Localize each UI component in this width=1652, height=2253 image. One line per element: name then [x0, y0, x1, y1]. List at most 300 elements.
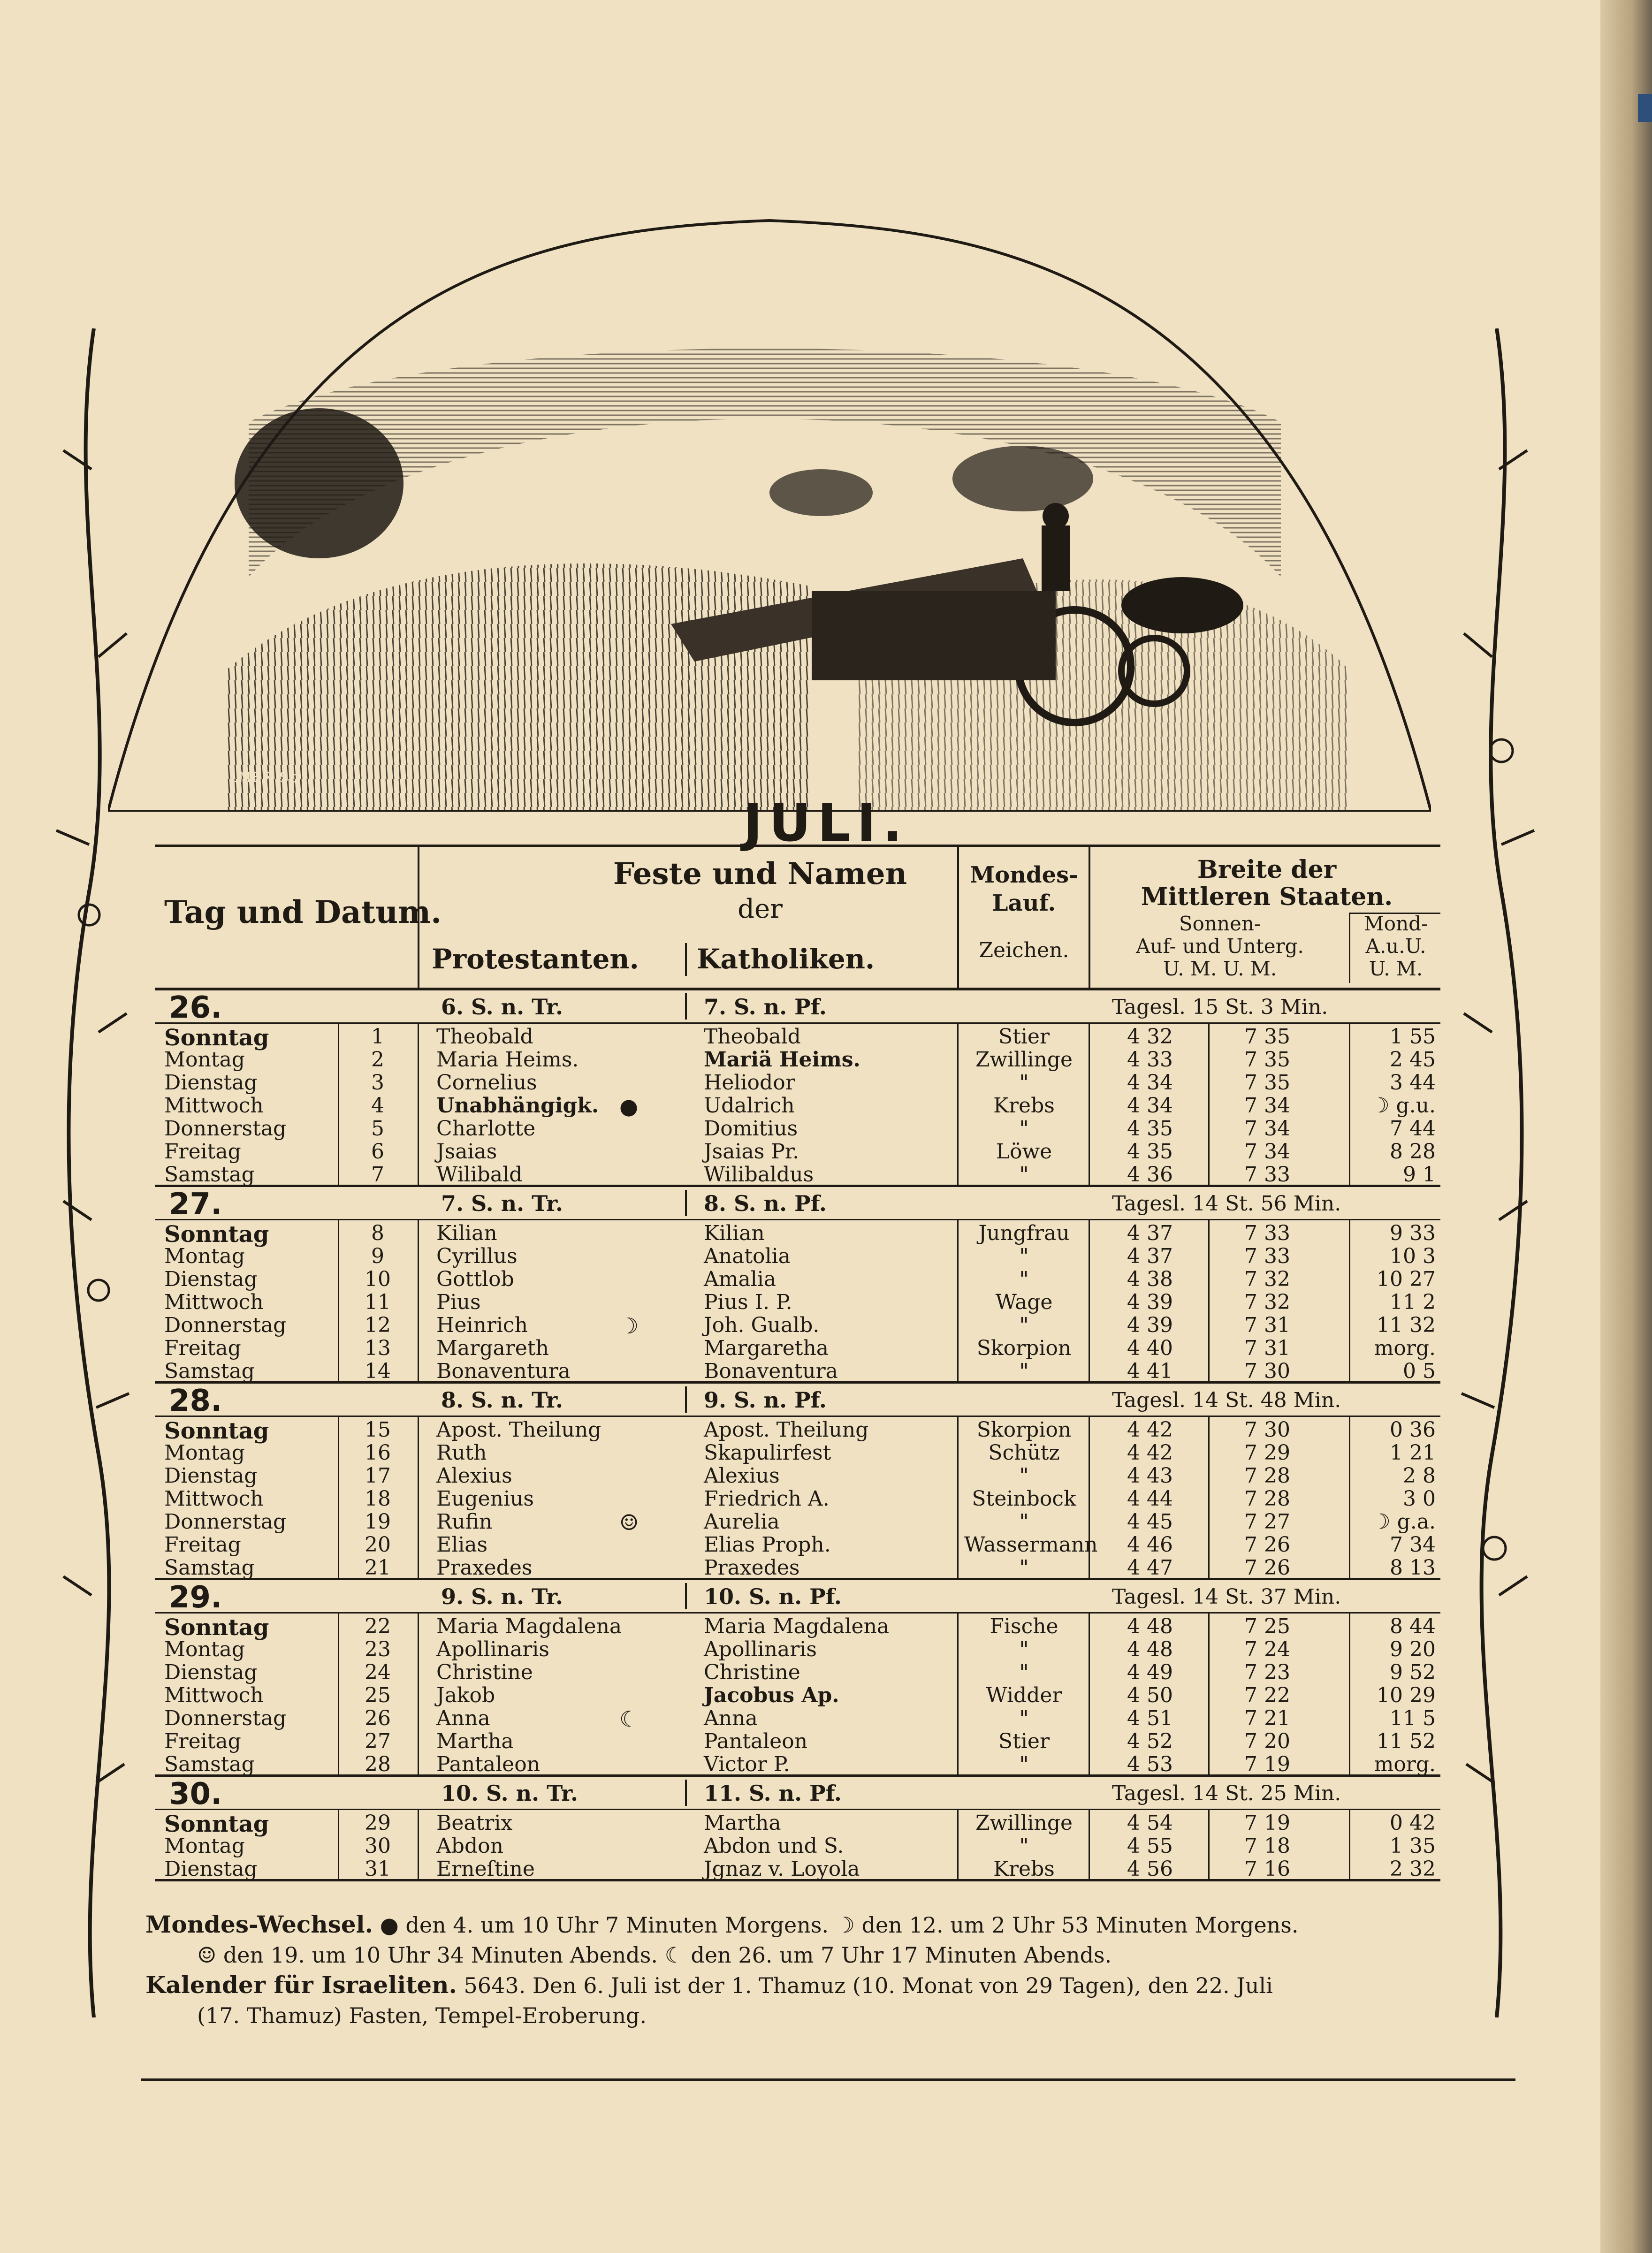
month-title: JULI.: [743, 793, 909, 853]
sunset-time: 7 31: [1244, 1313, 1290, 1337]
moon-phase-icon: ☾: [619, 1706, 639, 1732]
protestant-name: Heinrich: [436, 1313, 528, 1337]
sunset-time: 7 16: [1244, 1857, 1290, 1881]
zodiac-sign: ": [1019, 1834, 1029, 1858]
protestant-name: Gottlob: [436, 1267, 514, 1291]
sunrise-time: 4 54: [1127, 1811, 1173, 1835]
catholic-name: Domitius: [704, 1117, 798, 1141]
header-tag-und-datum: Tag und Datum.: [164, 894, 442, 930]
moon-time: 1 55: [1390, 1025, 1436, 1049]
moon-time: 10 3: [1390, 1244, 1436, 1268]
catholic-name: Anatolia: [704, 1244, 791, 1268]
catholic-name: Anna: [704, 1706, 758, 1730]
sunrise-time: 4 42: [1127, 1441, 1173, 1465]
protestant-name: Cornelius: [436, 1071, 537, 1095]
catholic-name: Skapulirfest: [704, 1441, 831, 1465]
zodiac-sign: Steinbock: [972, 1487, 1076, 1511]
weekday: Dienstag: [164, 1660, 258, 1684]
catholic-name: Apollinaris: [704, 1637, 817, 1661]
zodiac-sign: Zwillinge: [975, 1811, 1073, 1835]
catholic-name: Pius I. P.: [704, 1290, 792, 1314]
table-row: [155, 1070, 1440, 1093]
weekday: Donnerstag: [164, 1510, 287, 1534]
sunrise-time: 4 40: [1127, 1336, 1173, 1360]
protestant-name: Praxedes: [436, 1556, 533, 1580]
protestant-name: Apost. Theilung: [436, 1418, 601, 1442]
sunset-time: 7 21: [1244, 1706, 1290, 1730]
table-row: [155, 1266, 1440, 1289]
moon-time: 10 27: [1377, 1267, 1436, 1291]
sunrise-time: 4 33: [1127, 1048, 1173, 1072]
header-mond-line1: Mond-: [1363, 912, 1428, 935]
weekday: Dienstag: [164, 1857, 258, 1881]
moon-time: 11 52: [1377, 1729, 1436, 1753]
catholic-name: Jacobus Ap.: [704, 1683, 839, 1707]
sunset-time: 7 22: [1244, 1683, 1290, 1707]
week-header-divider: [685, 1386, 687, 1413]
week-header-divider: [685, 1780, 687, 1806]
weekday: Donnerstag: [164, 1117, 287, 1141]
week-day-length: Tagesl. 14 St. 48 Min.: [1112, 1388, 1341, 1412]
sunrise-time: 4 39: [1127, 1313, 1173, 1337]
date-number: 25: [365, 1683, 391, 1707]
sunset-time: 7 33: [1244, 1221, 1290, 1245]
moon-time: 9 52: [1390, 1660, 1436, 1684]
sunrise-time: 4 38: [1127, 1267, 1173, 1291]
moon-time: 7 44: [1390, 1117, 1436, 1141]
catholic-name: Udalrich: [704, 1094, 795, 1118]
zodiac-sign: ": [1019, 1071, 1029, 1095]
week-rows: [155, 1417, 1440, 1578]
zodiac-sign: ": [1019, 1244, 1029, 1268]
table-row: [155, 1220, 1440, 1248]
catholic-name: Heliodor: [704, 1071, 795, 1095]
sunrise-time: 4 35: [1127, 1140, 1173, 1164]
zodiac-sign: Fische: [990, 1614, 1058, 1638]
weekday: Freitag: [164, 1336, 241, 1360]
week-number: 27.: [169, 1187, 222, 1222]
table-row: [155, 1856, 1440, 1879]
moon-time: 8 44: [1390, 1614, 1436, 1638]
week-kath-sunday: 7. S. n. Pf.: [704, 994, 827, 1020]
week-prot-sunday: 8. S. n. Tr.: [441, 1387, 563, 1413]
table-row: [155, 1751, 1440, 1774]
sunrise-time: 4 39: [1127, 1290, 1173, 1314]
catholic-name: Apost. Theilung: [704, 1418, 869, 1442]
week-header: [155, 1777, 1440, 1810]
date-number: 29: [365, 1811, 391, 1835]
moon-time: 0 42: [1390, 1811, 1436, 1835]
date-number: 14: [365, 1359, 391, 1383]
engraver-signature: JNO N. FILMER Sc: [155, 769, 299, 786]
blue-page-marker: [1638, 94, 1652, 122]
table-row: [155, 1614, 1440, 1641]
week-block: [155, 990, 1440, 1187]
zodiac-sign: Jungfrau: [978, 1221, 1070, 1245]
weekday: Dienstag: [164, 1071, 258, 1095]
catholic-name: Alexius: [704, 1464, 780, 1488]
table-row: [155, 1833, 1440, 1856]
table-row: [155, 1417, 1440, 1444]
sunrise-time: 4 53: [1127, 1752, 1173, 1776]
sunset-time: 7 29: [1244, 1441, 1290, 1465]
week-kath-sunday: 11. S. n. Pf.: [704, 1781, 842, 1806]
weekday: Donnerstag: [164, 1706, 287, 1730]
sunrise-time: 4 48: [1127, 1637, 1173, 1661]
sunrise-time: 4 55: [1127, 1834, 1173, 1858]
header-mond: [1351, 913, 1440, 980]
week-block: [155, 1580, 1440, 1777]
sunrise-time: 4 42: [1127, 1418, 1173, 1442]
zodiac-sign: ": [1019, 1706, 1029, 1730]
protestant-name: Erneſtine: [436, 1857, 535, 1881]
sunset-time: 7 34: [1244, 1117, 1290, 1141]
sunrise-time: 4 45: [1127, 1510, 1173, 1534]
table-row: [155, 1093, 1440, 1119]
header-mondes-lauf: [964, 861, 1084, 917]
moon-time: 0 36: [1390, 1418, 1436, 1442]
table-row: [155, 1810, 1440, 1837]
protestant-name: Maria Magdalena: [436, 1614, 622, 1638]
catholic-name: Friedrich A.: [704, 1487, 830, 1511]
table-row: [155, 1659, 1440, 1682]
header-mondes-lauf-line1: Mondes-: [969, 862, 1079, 888]
table-row: [155, 1486, 1440, 1509]
moon-time: 3 44: [1390, 1071, 1436, 1095]
moon-time: 7 34: [1390, 1533, 1436, 1557]
table-row: [155, 1116, 1440, 1139]
sunset-time: 7 27: [1244, 1510, 1290, 1534]
weekday: Mittwoch: [164, 1487, 264, 1511]
catholic-name: Abdon und S.: [704, 1834, 844, 1858]
table-row: [155, 1682, 1440, 1705]
zodiac-sign: Krebs: [993, 1094, 1055, 1118]
date-number: 27: [365, 1729, 391, 1753]
sunset-time: 7 23: [1244, 1660, 1290, 1684]
moon-time: 8 13: [1390, 1556, 1436, 1580]
weekday: Sonntag: [164, 1418, 269, 1444]
sunrise-time: 4 51: [1127, 1706, 1173, 1730]
moon-time: morg.: [1374, 1336, 1436, 1360]
israeliten-line1: 5643. Den 6. Juli ist der 1. Thamuz (10. Monat von 29 Tagen), den 22. Juli: [464, 1973, 1273, 1998]
protestant-name: Beatrix: [436, 1811, 513, 1835]
zodiac-sign: ": [1019, 1752, 1029, 1776]
sunset-time: 7 35: [1244, 1025, 1290, 1049]
table-row: [155, 1463, 1440, 1486]
week-rows: [155, 1220, 1440, 1381]
week-kath-sunday: 10. S. n. Pf.: [704, 1584, 842, 1609]
week-day-length: Tagesl. 15 St. 3 Min.: [1112, 995, 1328, 1019]
table-row: [155, 1555, 1440, 1578]
protestant-name: Eugenius: [436, 1487, 534, 1511]
header-protestanten: Protestanten.: [432, 943, 639, 975]
catholic-name: Kilian: [704, 1221, 765, 1245]
sunset-time: 7 24: [1244, 1637, 1290, 1661]
week-prot-sunday: 7. S. n. Tr.: [441, 1191, 563, 1216]
catholic-name: Aurelia: [704, 1510, 780, 1534]
catholic-name: Elias Proph.: [704, 1533, 831, 1557]
weekday: Dienstag: [164, 1464, 258, 1488]
week-number: 29.: [169, 1580, 222, 1615]
protestant-name: Cyrillus: [436, 1244, 518, 1268]
week-rows: [155, 1810, 1440, 1879]
footer-notes: [145, 1910, 1459, 2031]
zodiac-sign: Wassermann: [964, 1533, 1098, 1557]
header-zeichen: Zeichen.: [979, 938, 1069, 962]
sunrise-time: 4 43: [1127, 1464, 1173, 1488]
weekday: Montag: [164, 1637, 245, 1661]
sunset-time: 7 33: [1244, 1244, 1290, 1268]
protestant-name: Theobald: [436, 1025, 533, 1049]
header-feste-und-namen: Feste und Namen: [613, 856, 907, 891]
week-block: [155, 1384, 1440, 1580]
catholic-name: Amalia: [704, 1267, 777, 1291]
weekday: Montag: [164, 1834, 245, 1858]
date-number: 4: [371, 1094, 384, 1118]
week-block: [155, 1187, 1440, 1384]
week-number: 28.: [169, 1384, 222, 1418]
catholic-name: Joh. Gualb.: [704, 1313, 820, 1337]
weekday: Montag: [164, 1244, 245, 1268]
sunset-time: 7 31: [1244, 1336, 1290, 1360]
moon-time: 11 32: [1377, 1313, 1436, 1337]
protestant-name: Maria Heims.: [436, 1048, 579, 1072]
catholic-name: Margaretha: [704, 1336, 829, 1360]
date-number: 23: [365, 1637, 391, 1661]
weekday: Montag: [164, 1441, 245, 1465]
catholic-name: Jgnaz v. Loyola: [704, 1857, 860, 1881]
header-sonnen-line2: Auf- und Unterg.: [1136, 935, 1304, 958]
week-prot-sunday: 6. S. n. Tr.: [441, 994, 563, 1020]
sunrise-time: 4 50: [1127, 1683, 1173, 1707]
table-row: [155, 1636, 1440, 1659]
sunset-time: 7 19: [1244, 1752, 1290, 1776]
week-kath-sunday: 9. S. n. Pf.: [704, 1387, 827, 1413]
week-header-divider: [685, 993, 687, 1020]
catholic-name: Maria Magdalena: [704, 1614, 890, 1638]
header-katholiken: Katholiken.: [697, 943, 875, 975]
header-mond-line3: U. M.: [1369, 957, 1423, 980]
date-number: 31: [365, 1857, 391, 1881]
header-divider: [1349, 913, 1350, 983]
moon-time: ☽ g.u.: [1371, 1094, 1436, 1118]
sunset-time: 7 25: [1244, 1614, 1290, 1638]
moon-time: 0 5: [1403, 1359, 1436, 1383]
sunrise-time: 4 52: [1127, 1729, 1173, 1753]
zodiac-sign: ": [1019, 1660, 1029, 1684]
catholic-name: Martha: [704, 1811, 781, 1835]
protestant-name: Anna: [436, 1706, 490, 1730]
table-row: [155, 1509, 1440, 1535]
week-number: 30.: [169, 1777, 222, 1812]
date-number: 10: [365, 1267, 391, 1291]
week-block: [155, 1777, 1440, 1881]
sunset-time: 7 34: [1244, 1094, 1290, 1118]
zodiac-sign: ": [1019, 1556, 1029, 1580]
zodiac-sign: Löwe: [996, 1140, 1052, 1164]
week-day-length: Tagesl. 14 St. 37 Min.: [1112, 1585, 1341, 1609]
date-number: 19: [365, 1510, 391, 1534]
weekday: Donnerstag: [164, 1313, 287, 1337]
moon-time: 11 5: [1390, 1706, 1436, 1730]
week-prot-sunday: 10. S. n. Tr.: [441, 1781, 579, 1806]
date-number: 26: [365, 1706, 391, 1730]
protestant-name: Pius: [436, 1290, 481, 1314]
sunrise-time: 4 34: [1127, 1071, 1173, 1095]
date-number: 9: [371, 1244, 384, 1268]
protestant-name: Abdon: [436, 1834, 503, 1858]
catholic-name: Mariä Heims.: [704, 1048, 860, 1072]
sunrise-time: 4 48: [1127, 1614, 1173, 1638]
week-day-length: Tagesl. 14 St. 25 Min.: [1112, 1781, 1341, 1805]
sunrise-time: 4 46: [1127, 1533, 1173, 1557]
table-row: [155, 1162, 1440, 1185]
zodiac-sign: ": [1019, 1637, 1029, 1661]
week-rows: [155, 1614, 1440, 1774]
sunset-time: 7 28: [1244, 1464, 1290, 1488]
weekday: Mittwoch: [164, 1290, 264, 1314]
moon-time: morg.: [1374, 1752, 1436, 1776]
moon-time: ☽ g.a.: [1372, 1510, 1436, 1534]
zodiac-sign: ": [1019, 1313, 1029, 1337]
sunset-time: 7 30: [1244, 1359, 1290, 1383]
zodiac-sign: Skorpion: [976, 1336, 1072, 1360]
date-number: 20: [365, 1533, 391, 1557]
sunset-time: 7 18: [1244, 1834, 1290, 1858]
date-number: 24: [365, 1660, 391, 1684]
zodiac-sign: Stier: [998, 1729, 1050, 1753]
weekday: Sonntag: [164, 1221, 269, 1248]
catholic-name: Pantaleon: [704, 1729, 808, 1753]
sunset-time: 7 35: [1244, 1048, 1290, 1072]
protestant-name: Apollinaris: [436, 1637, 549, 1661]
zodiac-sign: ": [1019, 1163, 1029, 1187]
moon-time: 2 8: [1403, 1464, 1436, 1488]
date-number: 30: [365, 1834, 391, 1858]
mondes-wechsel: [145, 1910, 1459, 1940]
sunrise-time: 4 41: [1127, 1359, 1173, 1383]
zodiac-sign: ": [1019, 1359, 1029, 1383]
sunrise-time: 4 56: [1127, 1857, 1173, 1881]
weekday: Sonntag: [164, 1614, 269, 1641]
header-breite-line1: Breite der: [1197, 855, 1337, 884]
moon-phase-icon: ☽: [619, 1313, 639, 1339]
date-number: 8: [371, 1221, 384, 1245]
protestant-name: Bonaventura: [436, 1359, 571, 1383]
date-number: 5: [371, 1117, 384, 1141]
week-header: [155, 1580, 1440, 1614]
harvest-illustration: [108, 202, 1431, 812]
table-row: [155, 1358, 1440, 1381]
protestant-name: Jakob: [436, 1683, 495, 1707]
protestant-name: Wilibald: [436, 1163, 523, 1187]
zodiac-sign: Zwillinge: [975, 1048, 1073, 1072]
sunrise-time: 4 49: [1127, 1660, 1173, 1684]
table-row: [155, 1047, 1440, 1070]
catholic-name: Theobald: [704, 1025, 801, 1049]
week-day-length: Tagesl. 14 St. 56 Min.: [1112, 1192, 1341, 1216]
header-breite: [1093, 856, 1440, 911]
zodiac-sign: ": [1019, 1464, 1029, 1488]
date-number: 2: [371, 1048, 384, 1072]
table-row: [155, 1532, 1440, 1555]
table-row: [155, 1705, 1440, 1732]
protestant-name: Alexius: [436, 1464, 512, 1488]
moon-time: 11 2: [1390, 1290, 1436, 1314]
weekday: Samstag: [164, 1359, 255, 1383]
moon-time: 3 0: [1403, 1487, 1436, 1511]
date-number: 22: [365, 1614, 391, 1638]
sunrise-time: 4 37: [1127, 1221, 1173, 1245]
weekday: Mittwoch: [164, 1094, 264, 1118]
protestant-name: Christine: [436, 1660, 533, 1684]
weekday: Sonntag: [164, 1811, 269, 1837]
header-der: der: [738, 894, 783, 924]
zodiac-sign: ": [1019, 1267, 1029, 1291]
catholic-name: Christine: [704, 1660, 800, 1684]
table-row: [155, 1335, 1440, 1358]
moon-phase-icon: ☺: [619, 1510, 639, 1535]
table-header: [155, 847, 1440, 990]
sunset-time: 7 33: [1244, 1163, 1290, 1187]
sunset-time: 7 20: [1244, 1729, 1290, 1753]
protestant-name: Kilian: [436, 1221, 497, 1245]
weekday: Mittwoch: [164, 1683, 264, 1707]
zodiac-sign: ": [1019, 1510, 1029, 1534]
moon-time: 9 33: [1390, 1221, 1436, 1245]
date-number: 11: [365, 1290, 391, 1314]
week-header-divider: [685, 1190, 687, 1216]
israeliten-line2: (17. Thamuz) Fasten, Tempel-Eroberung.: [197, 2003, 647, 2028]
date-number: 16: [365, 1441, 391, 1465]
zodiac-sign: Wage: [995, 1290, 1053, 1314]
table-row: [155, 1728, 1440, 1751]
table-row: [155, 1024, 1440, 1051]
weekday: Samstag: [164, 1752, 255, 1776]
sunrise-time: 4 34: [1127, 1094, 1173, 1118]
zodiac-sign: Schütz: [988, 1441, 1060, 1465]
moon-time: 9 1: [1403, 1163, 1436, 1187]
protestant-name: Jsaias: [436, 1140, 497, 1164]
israeliten-label: Kalender für Israeliten.: [145, 1971, 457, 1999]
week-kath-sunday: 8. S. n. Pf.: [704, 1191, 827, 1216]
date-number: 7: [371, 1163, 384, 1187]
header-mond-line2: A.u.U.: [1365, 935, 1426, 958]
moon-time: 2 45: [1390, 1048, 1436, 1072]
sunset-time: 7 32: [1244, 1267, 1290, 1291]
zodiac-sign: Skorpion: [976, 1418, 1072, 1442]
week-header-divider: [685, 1583, 687, 1609]
week-prot-sunday: 9. S. n. Tr.: [441, 1584, 563, 1609]
moon-time: 9 20: [1390, 1637, 1436, 1661]
sunset-time: 7 32: [1244, 1290, 1290, 1314]
table-row: [155, 1289, 1440, 1312]
catholic-name: Bonaventura: [704, 1359, 838, 1383]
week-number: 26.: [169, 990, 222, 1025]
weekday: Freitag: [164, 1533, 241, 1557]
date-number: 12: [365, 1313, 391, 1337]
right-vine-ornament: [1450, 328, 1544, 2017]
week-header: [155, 1384, 1440, 1417]
bottom-frame-line: [141, 2078, 1515, 2081]
weeks-container: [155, 990, 1440, 1881]
zodiac-sign: Stier: [998, 1025, 1050, 1049]
mondes-wechsel-label: Mondes-Wechsel.: [145, 1910, 373, 1938]
table-row: [155, 1312, 1440, 1339]
sunrise-time: 4 35: [1127, 1117, 1173, 1141]
zodiac-sign: Krebs: [993, 1857, 1055, 1881]
moon-time: 1 21: [1390, 1441, 1436, 1465]
